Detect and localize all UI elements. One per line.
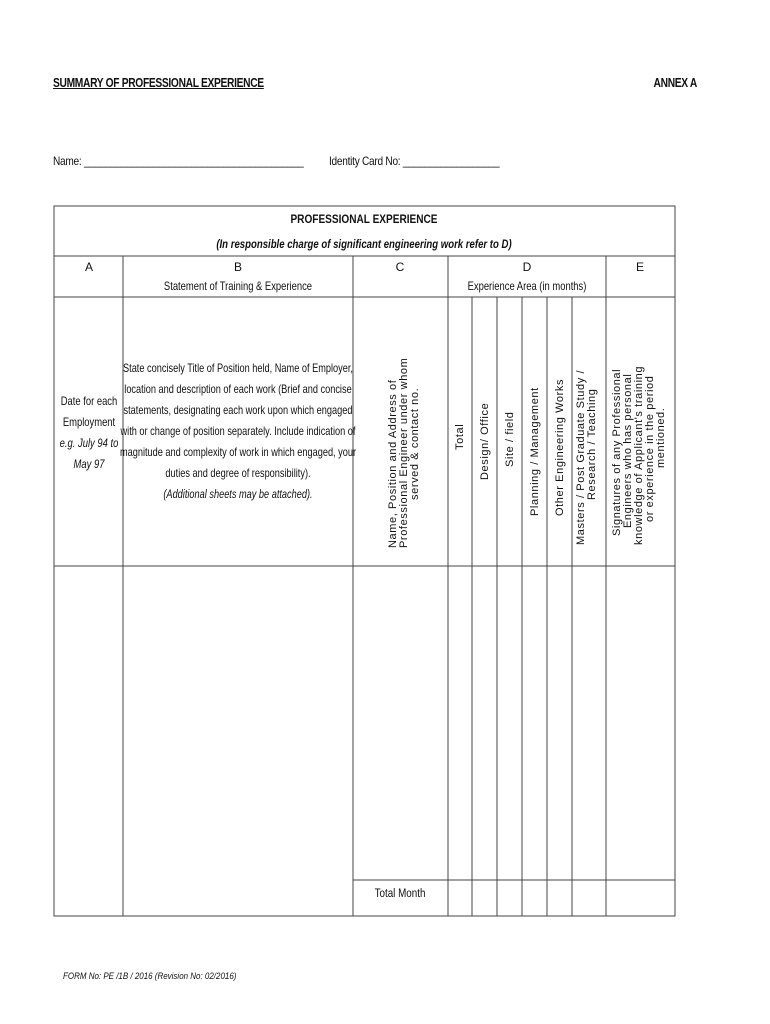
- col-b-desc-3: statements, designating each work upon which engaged: [123, 405, 353, 418]
- identity-card-blank[interactable]: __________________: [402, 154, 500, 168]
- col-e-line-1: Signatures of any Professional: [611, 368, 623, 536]
- form-number: FORM No: PE /1B / 2016 (Revision No: 02/2016): [63, 971, 237, 982]
- col-b-desc-4: with or change of position separately. Include indication of: [120, 426, 356, 439]
- name-blank[interactable]: _________________________________________: [84, 154, 304, 168]
- col-letter-a: A: [84, 260, 94, 274]
- col-letter-b: B: [233, 260, 243, 274]
- col-b-desc-2: location and description of each work (Brief and concise: [124, 384, 352, 397]
- col-a-desc-3: e.g. July 94 to: [59, 437, 119, 451]
- col-c-line-1: Name, Position and Address of: [387, 379, 399, 548]
- col-e-line-2: Engineers who has personal: [622, 373, 634, 528]
- col-d-masters-1: Masters / Post Graduate Study /: [575, 369, 587, 545]
- col-a-desc-4: May 97: [73, 458, 105, 472]
- col-a-desc-2: Employment: [62, 416, 116, 430]
- annex-label: ANNEX A: [653, 76, 697, 90]
- col-letter-d: D: [522, 260, 532, 274]
- col-letter-c: C: [395, 260, 405, 274]
- document-title: SUMMARY OF PROFESSIONAL EXPERIENCE: [53, 76, 264, 90]
- name-label: Name:: [53, 154, 82, 168]
- col-e-line-3: knowledge of Applicant's training: [633, 365, 645, 545]
- col-b-desc-1: State concisely Title of Position held, Name of Employer,: [123, 363, 353, 376]
- col-b-desc-6: duties and degree of responsibility).: [165, 468, 311, 481]
- table-grid: [54, 206, 675, 916]
- identity-card-label: Identity Card No:: [329, 154, 401, 168]
- total-month-label: Total Month: [374, 887, 426, 901]
- col-d-other-engineering: Other Engineering Works: [554, 378, 566, 516]
- col-d-subheading: Experience Area (in months): [467, 280, 587, 294]
- col-c-line-3: served & contact no.: [409, 387, 421, 500]
- col-e-line-5: mentioned.: [655, 407, 667, 468]
- col-d-planning: Planning / Management: [529, 387, 541, 516]
- col-d-masters-2: Research / Teaching: [586, 388, 598, 500]
- table-subheading: (In responsible charge of significant engineering work refer to D): [216, 238, 512, 252]
- col-a-desc-1: Date for each: [60, 395, 118, 409]
- col-letter-e: E: [635, 260, 645, 274]
- col-e-line-4: or experience in the period: [644, 375, 656, 522]
- col-d-site-field: Site / field: [504, 411, 516, 467]
- col-b-subheading: Statement of Training & Experience: [163, 280, 313, 294]
- col-b-desc-5: magnitude and complexity of work in which engaged, your: [119, 447, 357, 460]
- col-c-line-2: Professional Engineer under whom: [398, 357, 410, 548]
- col-b-desc-7: (Additional sheets may be attached).: [163, 489, 313, 502]
- table-heading: PROFESSIONAL EXPERIENCE: [290, 213, 438, 227]
- col-d-total: Total: [454, 423, 466, 450]
- col-d-design-office: Design/ Office: [479, 402, 491, 480]
